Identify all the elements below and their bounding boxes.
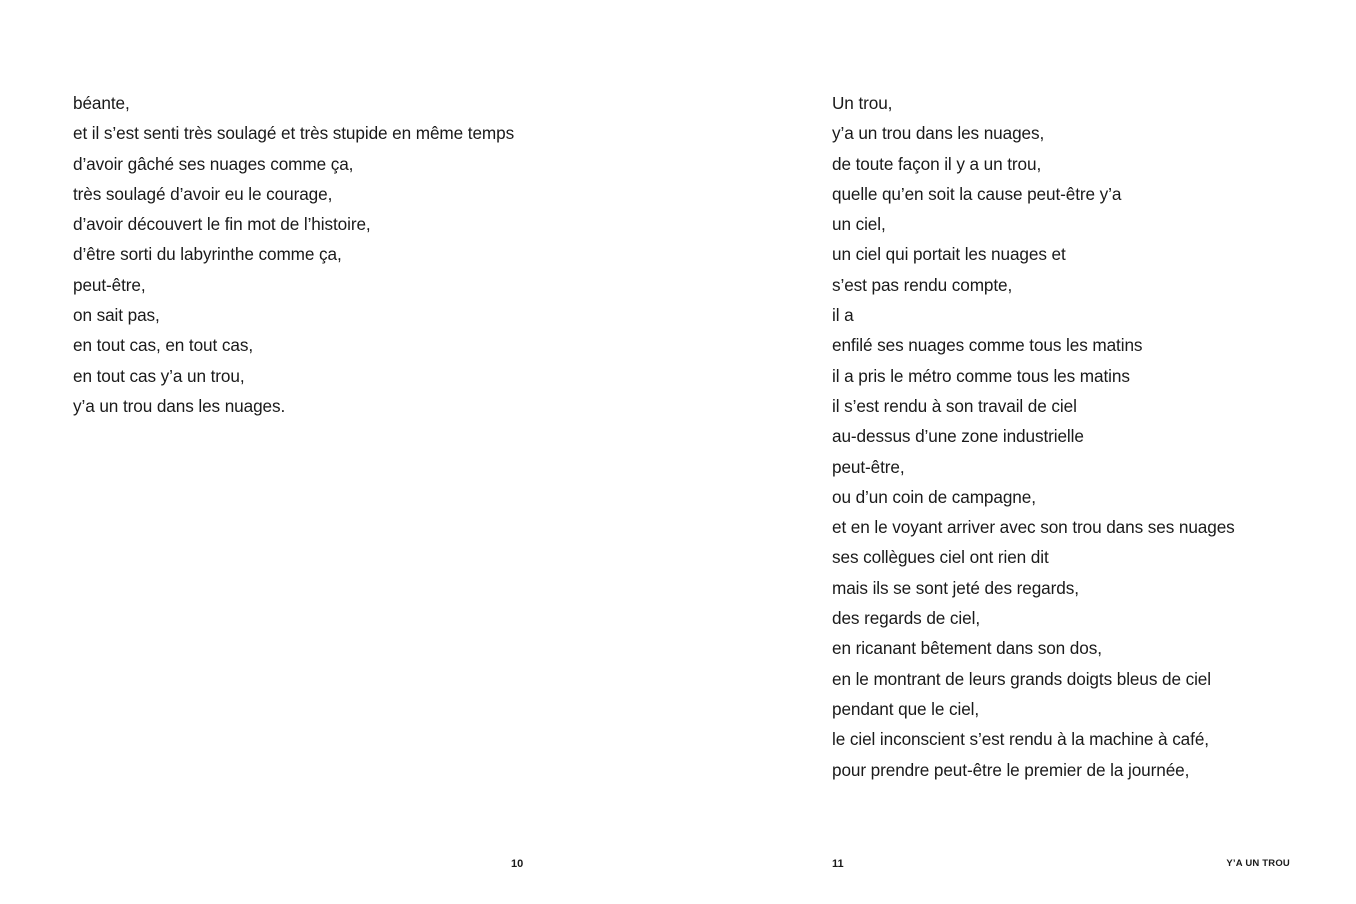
poem-line: un ciel, <box>832 214 886 235</box>
poem-line: d’être sorti du labyrinthe comme ça, <box>73 244 342 265</box>
poem-line: de toute façon il y a un trou, <box>832 153 1042 174</box>
poem-line: quelle qu’en soit la cause peut-être y’a <box>832 183 1122 204</box>
poem-line: il a <box>832 305 854 326</box>
poem-line: mais ils se sont jeté des regards, <box>832 577 1079 598</box>
poem-line: peut-être, <box>73 274 146 295</box>
poem-line: y’a un trou dans les nuages. <box>73 395 286 416</box>
poem-line: s’est pas rendu compte, <box>832 274 1013 295</box>
poem-line: un ciel qui portait les nuages et <box>832 244 1066 265</box>
poem-line: il a pris le métro comme tous les matins <box>832 365 1130 386</box>
poem-line: des regards de ciel, <box>832 608 980 629</box>
poem-line: béante, <box>73 93 130 113</box>
poem-line: en ricanant bêtement dans son dos, <box>832 638 1102 659</box>
poem-line: et en le voyant arriver avec son trou dans ses nuages <box>832 517 1235 538</box>
running-head-title: Y’A UN TROU <box>1226 858 1290 869</box>
page-number-left: 10 <box>511 858 524 870</box>
poem-line: on sait pas, <box>73 305 160 326</box>
poem-line: Un trou, <box>832 93 893 113</box>
poem-line: d’avoir découvert le fin mot de l’histoire, <box>73 214 371 235</box>
poem-line: y’a un trou dans les nuages, <box>832 123 1045 144</box>
poem-line: le ciel inconscient s’est rendu à la machine à café, <box>832 729 1209 750</box>
right-poem-text <box>832 88 1235 785</box>
poem-line: peut-être, <box>832 456 905 477</box>
poem-line: ses collègues ciel ont rien dit <box>832 547 1049 568</box>
poem-line: ou d’un coin de campagne, <box>832 486 1036 507</box>
poem-line: et il s’est senti très soulagé et très stupide en même temps <box>73 123 515 144</box>
poem-line: au-dessus d’une zone industrielle <box>832 426 1084 447</box>
page-number-right: 11 <box>832 858 844 870</box>
poem-line: très soulagé d’avoir eu le courage, <box>73 183 333 204</box>
poem-line: en tout cas, en tout cas, <box>73 335 253 356</box>
poem-line: enfilé ses nuages comme tous les matins <box>832 335 1143 356</box>
poem-line: en le montrant de leurs grands doigts bleus de ciel <box>832 668 1211 689</box>
poem-line: pour prendre peut-être le premier de la journée, <box>832 759 1190 780</box>
poem-line: pendant que le ciel, <box>832 698 980 719</box>
poem-line: en tout cas y’a un trou, <box>73 365 245 386</box>
poem-line: d’avoir gâché ses nuages comme ça, <box>73 153 354 174</box>
poem-line: il s’est rendu à son travail de ciel <box>832 395 1077 416</box>
right-page <box>678 0 1356 904</box>
left-poem-text <box>73 88 514 421</box>
